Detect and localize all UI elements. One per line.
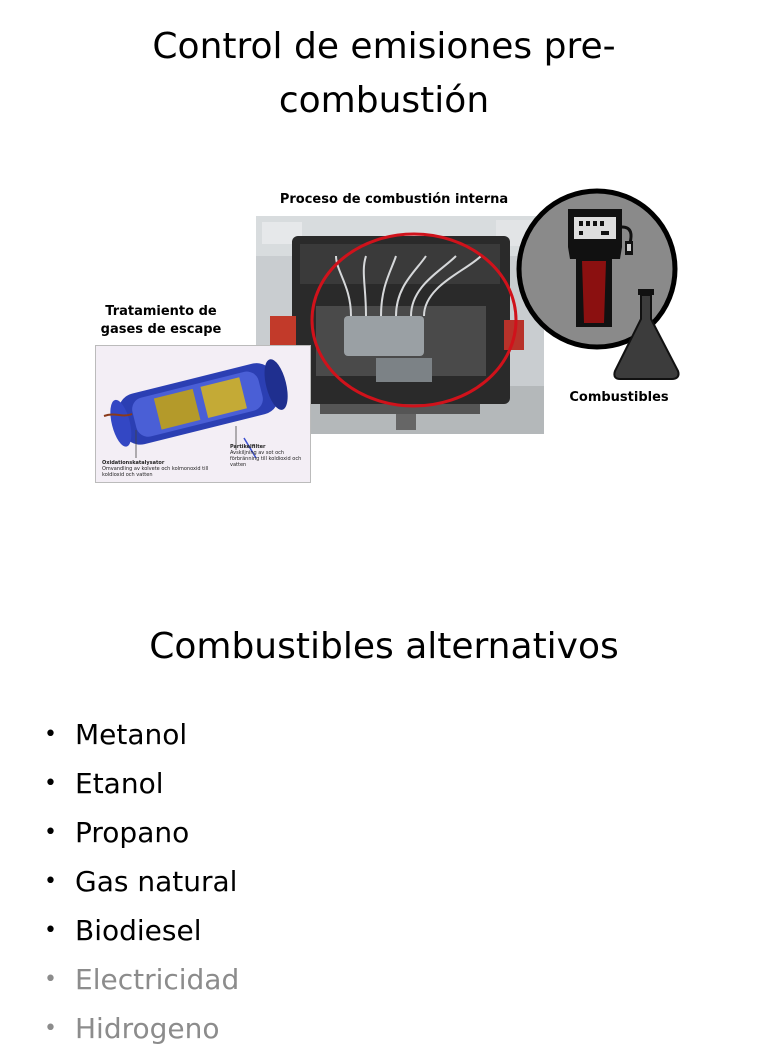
bullet-icon: • — [44, 1016, 57, 1041]
bullet-icon: • — [44, 820, 57, 845]
list-item-label: Biodiesel — [75, 914, 202, 947]
list-item — [0, 759, 239, 808]
bullet-icon: • — [44, 771, 57, 796]
list-item-label: Metanol — [75, 718, 188, 751]
exhaust-left-label-body: Omvandling av kolvete och kolmonoxid till koldioxid och vatten — [102, 466, 209, 478]
exhaust-left-label-title: Oxidationskatalysator — [102, 460, 165, 466]
slide-title: Control de emisiones pre-combustión — [152, 26, 616, 121]
bullet-icon: • — [44, 967, 57, 992]
list-item-label: Electricidad — [75, 963, 240, 996]
list-item-label: Hidrogeno — [75, 1012, 220, 1045]
list-item — [0, 955, 239, 1004]
exhaust-right-label-body: Avskiljning av sot och förbränning till koldioxid och vatten — [230, 450, 302, 468]
list-item-label: Etanol — [75, 767, 164, 800]
list-item — [0, 1004, 239, 1053]
list-item — [0, 808, 239, 857]
list-item — [0, 906, 239, 955]
list-item — [0, 857, 239, 906]
fuel-list — [0, 710, 239, 1053]
list-item-label: Propano — [75, 816, 190, 849]
engine-caption: Proceso de combustión interna — [279, 192, 509, 207]
catalytic-converter-diagram — [95, 345, 311, 483]
slide-alternative-fuels — [0, 540, 768, 1045]
fuel-pump-icon — [516, 187, 680, 381]
list-item-label: Gas natural — [75, 865, 238, 898]
fuels-caption: Combustibles — [569, 390, 669, 405]
bullet-icon: • — [44, 722, 57, 747]
list-item — [0, 710, 239, 759]
slide-title: Combustibles alternativos — [149, 626, 619, 667]
exhaust-right-label-title: Partikelfilter — [230, 444, 266, 450]
bullet-icon: • — [44, 869, 57, 894]
bullet-icon: • — [44, 918, 57, 943]
exhaust-caption: Tratamiento de gases de escape — [100, 304, 222, 337]
